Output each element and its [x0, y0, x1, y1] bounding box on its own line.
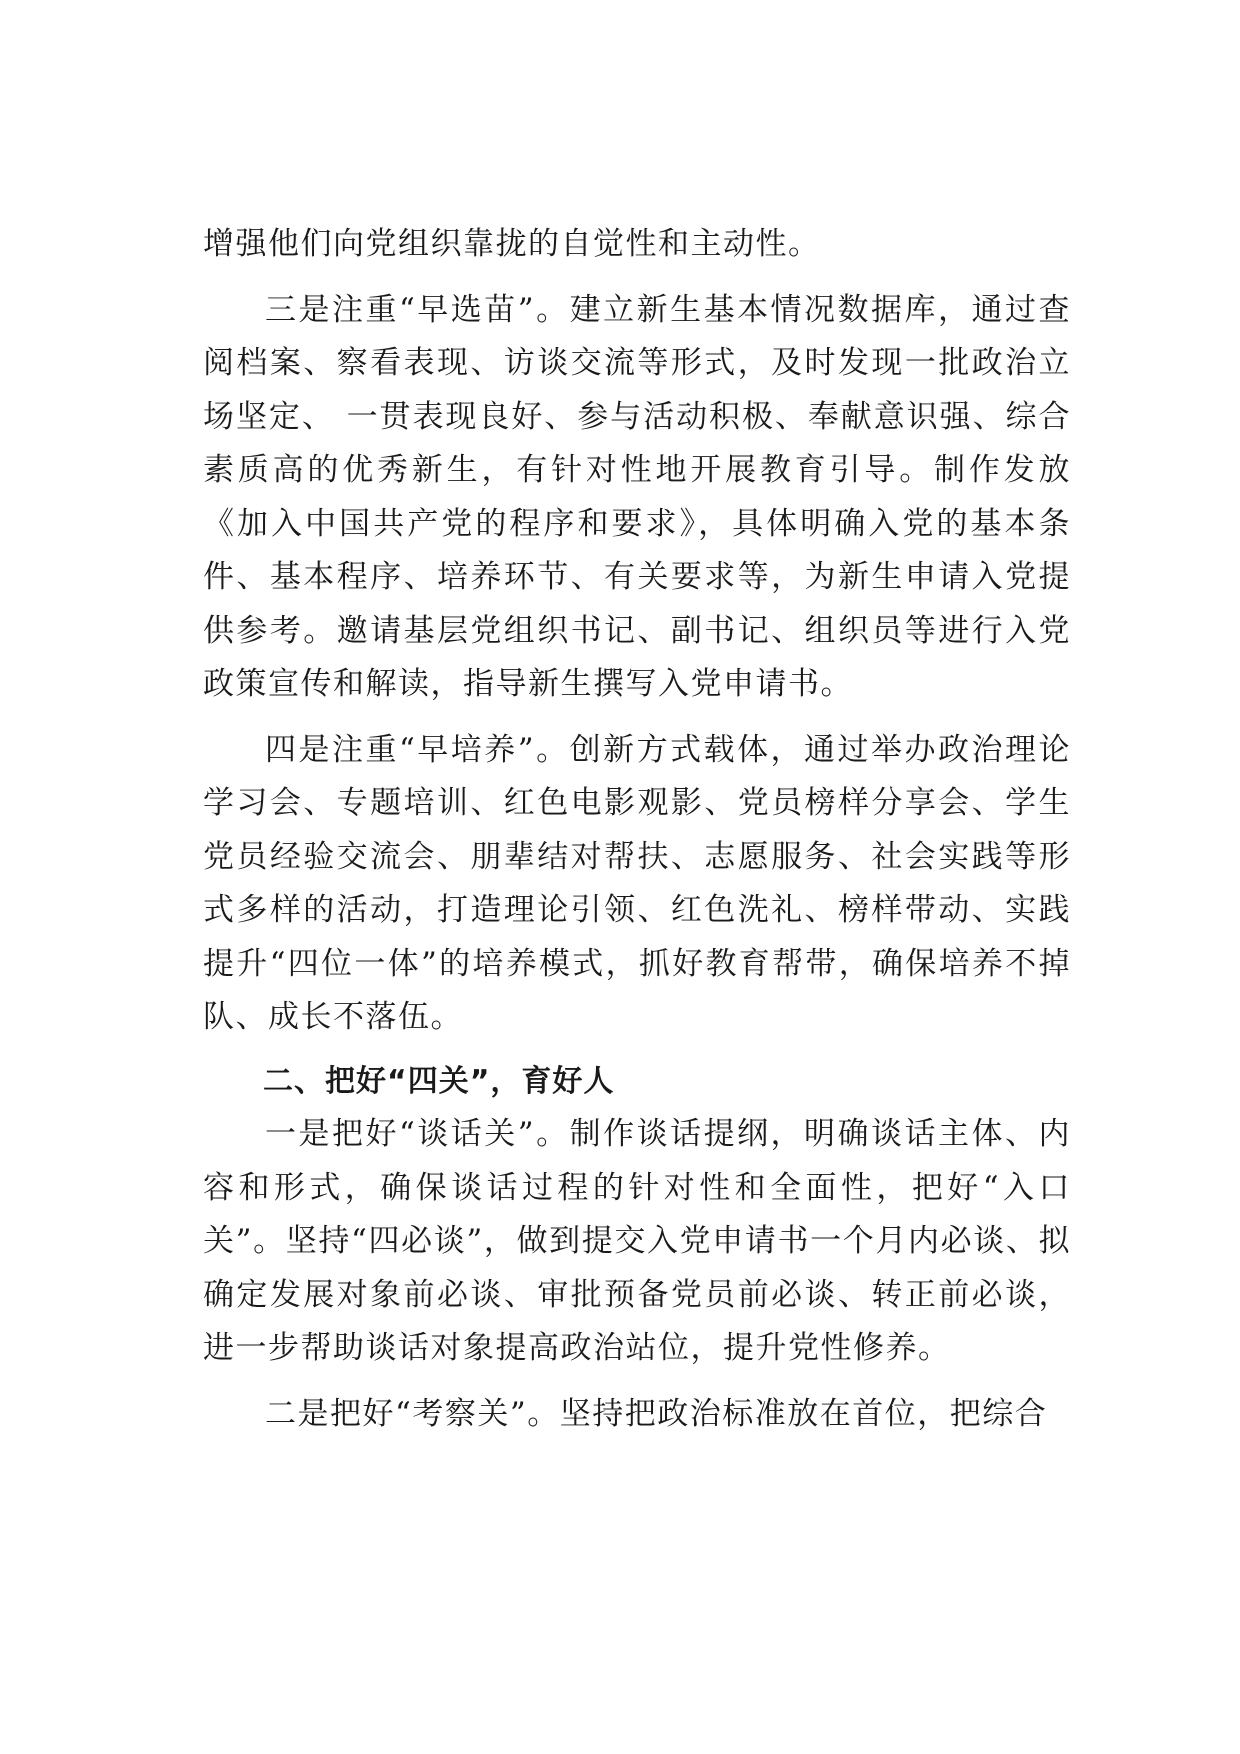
paragraph-early-selection: 三是注重“早选苗”。建立新生基本情况数据库，通过查阅档案、察看表现、访谈交流等形式，及时发现一批政治立场坚定、 一贯表现良好、参与活动积极、奉献意识强、综合素质高的优秀新生，有针对性地开展教育引导。制作发放《加入中国共产党的程序和要求》，具体明确入党的基本条件、基本程序、培养环节、有关要求等，为新生申请入党提供参考。邀请基层党组织书记、副书记、组织员等进行入党政策宣传和解读，指导新生撰写入党申请书。: [203, 291, 1071, 702]
paragraph-interview-check: 一是把好“谈话关”。制作谈话提纲，明确谈话主体、内容和形式，确保谈话过程的针对性和全面性，把好“入口关”。坚持“四必谈”，做到提交入党申请书一个月内必谈、拟确定发展对象前必谈、审批预备党员前必谈、转正前必谈，进一步帮助谈话对象提高政治站位，提升党性修养。: [203, 1116, 1071, 1366]
paragraph-inspection-check: 二是把好“考察关”。坚持把政治标准放在首位，把综合: [265, 1395, 1048, 1432]
paragraph-continuation: 增强他们向党组织靠拢的自觉性和主动性。: [203, 226, 821, 262]
document-body: [203, 218, 1071, 1441]
section-heading: 二、把好“四关”，育好人: [263, 1063, 615, 1099]
paragraph-early-training: 四是注重“早培养”。创新方式载体，通过举办政治理论学习会、专题培训、红色电影观影、党员榜样分享会、学生党员经验交流会、朋辈结对帮扶、志愿服务、社会实践等形式多样的活动，打造理论引领、红色洗礼、榜样带动、实践提升“四位一体”的培养模式，抓好教育帮带，确保培养不掉队、成长不落伍。: [203, 731, 1071, 1035]
